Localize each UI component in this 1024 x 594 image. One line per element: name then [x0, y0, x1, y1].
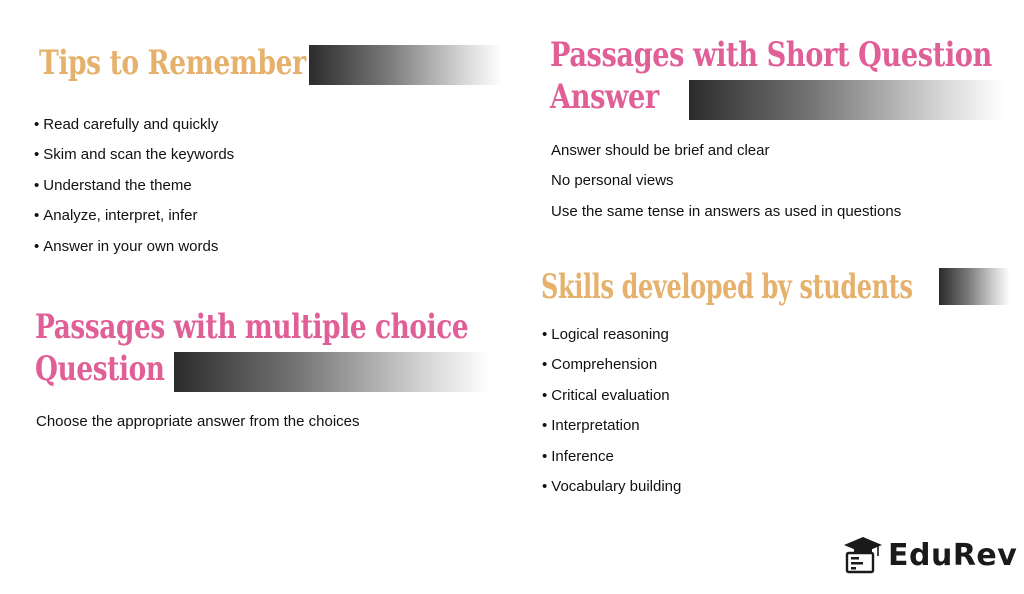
short-answer-list — [551, 136, 901, 227]
skills-gradient-bar — [939, 268, 1010, 305]
short-answer-title-line2: Answer — [550, 77, 659, 117]
logo-text: EduRev — [888, 537, 1018, 573]
skills-heading — [541, 266, 913, 308]
list-item: • Inference — [542, 447, 614, 465]
tips-list — [34, 110, 234, 262]
list-item: Choose the appropriate answer from the choices — [36, 413, 360, 430]
skills-list — [542, 320, 681, 502]
list-item: • Understand the theme — [34, 176, 192, 194]
edurev-logo — [842, 533, 1017, 577]
list-item: • Skim and scan the keywords — [34, 146, 235, 164]
list-item: • Interpretation — [542, 417, 640, 435]
list-item: Use the same tense in answers as used in questions — [551, 202, 902, 220]
skills-title: Skills developed by students — [541, 267, 913, 307]
short-answer-title-line1: Passages with Short Question — [550, 35, 992, 75]
list-item: • Critical evaluation — [542, 386, 670, 404]
tips-heading — [39, 42, 306, 84]
mcq-title-line1: Passages with multiple choice — [35, 307, 469, 347]
tips-gradient-bar — [309, 45, 502, 85]
list-item: No personal views — [551, 172, 674, 190]
list-item: • Read carefully and quickly — [34, 116, 219, 133]
tips-title: Tips to Remember — [39, 43, 306, 83]
list-item: • Comprehension — [542, 356, 658, 374]
mcq-list — [36, 407, 360, 437]
list-item: • Analyze, interpret, infer — [34, 207, 198, 225]
mcq-title-line2: Question — [35, 349, 165, 389]
graduation-cap-monitor-icon — [842, 534, 884, 576]
mcq-gradient-bar — [174, 352, 490, 392]
list-item: • Logical reasoning — [542, 326, 669, 343]
list-item: Answer should be brief and clear — [551, 142, 770, 159]
list-item: • Vocabulary building — [542, 477, 682, 495]
short-answer-gradient-bar — [689, 80, 1004, 120]
list-item: • Answer in your own words — [34, 237, 219, 255]
